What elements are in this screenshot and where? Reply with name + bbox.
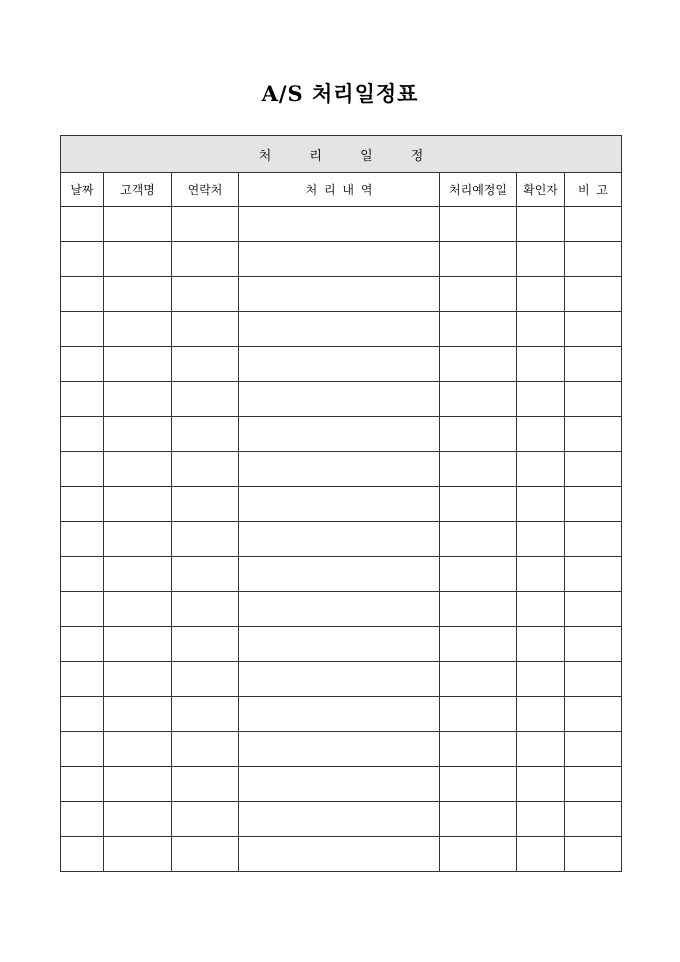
table-cell-scheduled[interactable] — [440, 277, 517, 312]
table-cell-contact[interactable] — [172, 732, 239, 767]
table-cell-customer[interactable] — [104, 767, 172, 802]
table-cell-confirmer[interactable] — [517, 347, 565, 382]
table-cell-date[interactable] — [61, 837, 104, 872]
table-cell-confirmer[interactable] — [517, 487, 565, 522]
table-cell-contact[interactable] — [172, 767, 239, 802]
table-row — [61, 452, 622, 487]
table-cell-contact[interactable] — [172, 837, 239, 872]
table-cell-date[interactable] — [61, 382, 104, 417]
table-cell-scheduled[interactable] — [440, 347, 517, 382]
table-cell-remarks[interactable] — [565, 452, 622, 487]
table-cell-confirmer[interactable] — [517, 697, 565, 732]
table-cell-confirmer[interactable] — [517, 802, 565, 837]
table-cell-remarks[interactable] — [565, 802, 622, 837]
table-cell-details[interactable] — [239, 452, 440, 487]
table-row — [61, 837, 622, 872]
table-cell-customer[interactable] — [104, 242, 172, 277]
table-row — [61, 382, 622, 417]
table-cell-contact[interactable] — [172, 522, 239, 557]
table-cell-details[interactable] — [239, 242, 440, 277]
table-cell-date[interactable] — [61, 312, 104, 347]
table-cell-remarks[interactable] — [565, 207, 622, 242]
table-row — [61, 522, 622, 557]
column-header-remarks: 비 고 — [565, 173, 622, 207]
table-cell-details[interactable] — [239, 802, 440, 837]
table-row — [61, 767, 622, 802]
table-cell-confirmer[interactable] — [517, 627, 565, 662]
table-cell-scheduled[interactable] — [440, 452, 517, 487]
column-header-date: 날짜 — [61, 173, 104, 207]
table-cell-remarks[interactable] — [565, 557, 622, 592]
table-row — [61, 662, 622, 697]
table-body — [61, 207, 622, 872]
table-cell-date[interactable] — [61, 417, 104, 452]
table-cell-contact[interactable] — [172, 417, 239, 452]
column-header-details: 처 리 내 역 — [239, 173, 440, 207]
table-cell-contact[interactable] — [172, 697, 239, 732]
table-cell-customer[interactable] — [104, 452, 172, 487]
table-cell-customer[interactable] — [104, 277, 172, 312]
table-cell-scheduled[interactable] — [440, 487, 517, 522]
table-row — [61, 487, 622, 522]
table-row — [61, 697, 622, 732]
table-cell-details[interactable] — [239, 487, 440, 522]
table-cell-confirmer[interactable] — [517, 767, 565, 802]
table-cell-contact[interactable] — [172, 452, 239, 487]
table-cell-remarks[interactable] — [565, 487, 622, 522]
table-cell-date[interactable] — [61, 662, 104, 697]
table-cell-remarks[interactable] — [565, 347, 622, 382]
table-cell-remarks[interactable] — [565, 732, 622, 767]
table-cell-scheduled[interactable] — [440, 417, 517, 452]
table-cell-contact[interactable] — [172, 312, 239, 347]
table-row — [61, 207, 622, 242]
column-header-contact: 연락처 — [172, 173, 239, 207]
table-row — [61, 557, 622, 592]
table-cell-confirmer[interactable] — [517, 242, 565, 277]
table-cell-details[interactable] — [239, 662, 440, 697]
table-cell-confirmer[interactable] — [517, 592, 565, 627]
table-cell-details[interactable] — [239, 207, 440, 242]
table-cell-remarks[interactable] — [565, 277, 622, 312]
table-cell-remarks[interactable] — [565, 627, 622, 662]
table-cell-remarks[interactable] — [565, 417, 622, 452]
table-cell-date[interactable] — [61, 277, 104, 312]
column-header-row — [61, 173, 622, 207]
table-cell-date[interactable] — [61, 522, 104, 557]
table-cell-details[interactable] — [239, 767, 440, 802]
table-row — [61, 417, 622, 452]
table-cell-remarks[interactable] — [565, 697, 622, 732]
table-cell-details[interactable] — [239, 557, 440, 592]
table-cell-scheduled[interactable] — [440, 592, 517, 627]
table-cell-remarks[interactable] — [565, 767, 622, 802]
table-cell-date[interactable] — [61, 487, 104, 522]
table-cell-details[interactable] — [239, 382, 440, 417]
table-cell-customer[interactable] — [104, 802, 172, 837]
table-cell-scheduled[interactable] — [440, 732, 517, 767]
table-cell-customer[interactable] — [104, 347, 172, 382]
table-cell-date[interactable] — [61, 767, 104, 802]
table-cell-details[interactable] — [239, 627, 440, 662]
table-cell-customer[interactable] — [104, 627, 172, 662]
table-cell-contact[interactable] — [172, 627, 239, 662]
table-cell-confirmer[interactable] — [517, 662, 565, 697]
table-row — [61, 277, 622, 312]
table-cell-contact[interactable] — [172, 487, 239, 522]
table-cell-details[interactable] — [239, 522, 440, 557]
table-cell-scheduled[interactable] — [440, 522, 517, 557]
table-cell-contact[interactable] — [172, 592, 239, 627]
table-cell-contact[interactable] — [172, 557, 239, 592]
table-cell-customer[interactable] — [104, 417, 172, 452]
table-row — [61, 347, 622, 382]
table-cell-scheduled[interactable] — [440, 312, 517, 347]
column-header-scheduled-date: 처리예정일 — [440, 173, 517, 207]
table-row — [61, 627, 622, 662]
table-banner-row — [61, 136, 622, 173]
table-cell-customer[interactable] — [104, 207, 172, 242]
table-cell-remarks[interactable] — [565, 382, 622, 417]
table-cell-remarks[interactable] — [565, 662, 622, 697]
table-cell-customer[interactable] — [104, 732, 172, 767]
table-cell-details[interactable] — [239, 592, 440, 627]
table-cell-remarks[interactable] — [565, 592, 622, 627]
table-cell-customer[interactable] — [104, 487, 172, 522]
table-cell-scheduled[interactable] — [440, 557, 517, 592]
table-cell-confirmer[interactable] — [517, 277, 565, 312]
table-cell-date[interactable] — [61, 557, 104, 592]
table-cell-customer[interactable] — [104, 837, 172, 872]
table-row — [61, 312, 622, 347]
table-cell-confirmer[interactable] — [517, 312, 565, 347]
column-header-customer: 고객명 — [104, 173, 172, 207]
table-cell-confirmer[interactable] — [517, 382, 565, 417]
table-banner: 처 리 일 정 — [61, 136, 622, 173]
table-cell-date[interactable] — [61, 207, 104, 242]
table-cell-details[interactable] — [239, 697, 440, 732]
table-cell-remarks[interactable] — [565, 312, 622, 347]
page-title: A/S 처리일정표 — [261, 81, 419, 106]
table-cell-contact[interactable] — [172, 662, 239, 697]
table-cell-confirmer[interactable] — [517, 837, 565, 872]
table-row — [61, 802, 622, 837]
table-cell-confirmer[interactable] — [517, 522, 565, 557]
table-cell-details[interactable] — [239, 732, 440, 767]
table-cell-contact[interactable] — [172, 802, 239, 837]
table-cell-date[interactable] — [61, 592, 104, 627]
table-cell-details[interactable] — [239, 417, 440, 452]
table-cell-scheduled[interactable] — [440, 627, 517, 662]
table-cell-scheduled[interactable] — [440, 242, 517, 277]
table-cell-details[interactable] — [239, 312, 440, 347]
table-cell-scheduled[interactable] — [440, 382, 517, 417]
table-row — [61, 592, 622, 627]
table-cell-customer[interactable] — [104, 697, 172, 732]
table-cell-date[interactable] — [61, 347, 104, 382]
table-cell-customer[interactable] — [104, 382, 172, 417]
table-cell-contact[interactable] — [172, 207, 239, 242]
table-cell-customer[interactable] — [104, 522, 172, 557]
table-cell-details[interactable] — [239, 277, 440, 312]
table-cell-date[interactable] — [61, 452, 104, 487]
table-row — [61, 732, 622, 767]
table-cell-confirmer[interactable] — [517, 732, 565, 767]
table-cell-details[interactable] — [239, 837, 440, 872]
table-cell-contact[interactable] — [172, 242, 239, 277]
table-row — [61, 242, 622, 277]
table-cell-remarks[interactable] — [565, 242, 622, 277]
table-cell-date[interactable] — [61, 802, 104, 837]
schedule-table — [60, 135, 622, 872]
table-cell-remarks[interactable] — [565, 837, 622, 872]
table-cell-contact[interactable] — [172, 277, 239, 312]
table-cell-customer[interactable] — [104, 312, 172, 347]
table-cell-scheduled[interactable] — [440, 207, 517, 242]
table-cell-confirmer[interactable] — [517, 452, 565, 487]
table-cell-contact[interactable] — [172, 347, 239, 382]
column-header-confirmer: 확인자 — [517, 173, 565, 207]
table-cell-scheduled[interactable] — [440, 802, 517, 837]
table-cell-scheduled[interactable] — [440, 837, 517, 872]
table-cell-confirmer[interactable] — [517, 557, 565, 592]
table-cell-date[interactable] — [61, 242, 104, 277]
table-cell-scheduled[interactable] — [440, 767, 517, 802]
table-cell-confirmer[interactable] — [517, 417, 565, 452]
table-cell-details[interactable] — [239, 347, 440, 382]
table-cell-customer[interactable] — [104, 662, 172, 697]
table-cell-date[interactable] — [61, 627, 104, 662]
table-cell-customer[interactable] — [104, 592, 172, 627]
table-cell-date[interactable] — [61, 697, 104, 732]
table-cell-scheduled[interactable] — [440, 662, 517, 697]
table-cell-contact[interactable] — [172, 382, 239, 417]
table-cell-customer[interactable] — [104, 557, 172, 592]
table-cell-date[interactable] — [61, 732, 104, 767]
table-cell-remarks[interactable] — [565, 522, 622, 557]
table-cell-confirmer[interactable] — [517, 207, 565, 242]
table-cell-scheduled[interactable] — [440, 697, 517, 732]
